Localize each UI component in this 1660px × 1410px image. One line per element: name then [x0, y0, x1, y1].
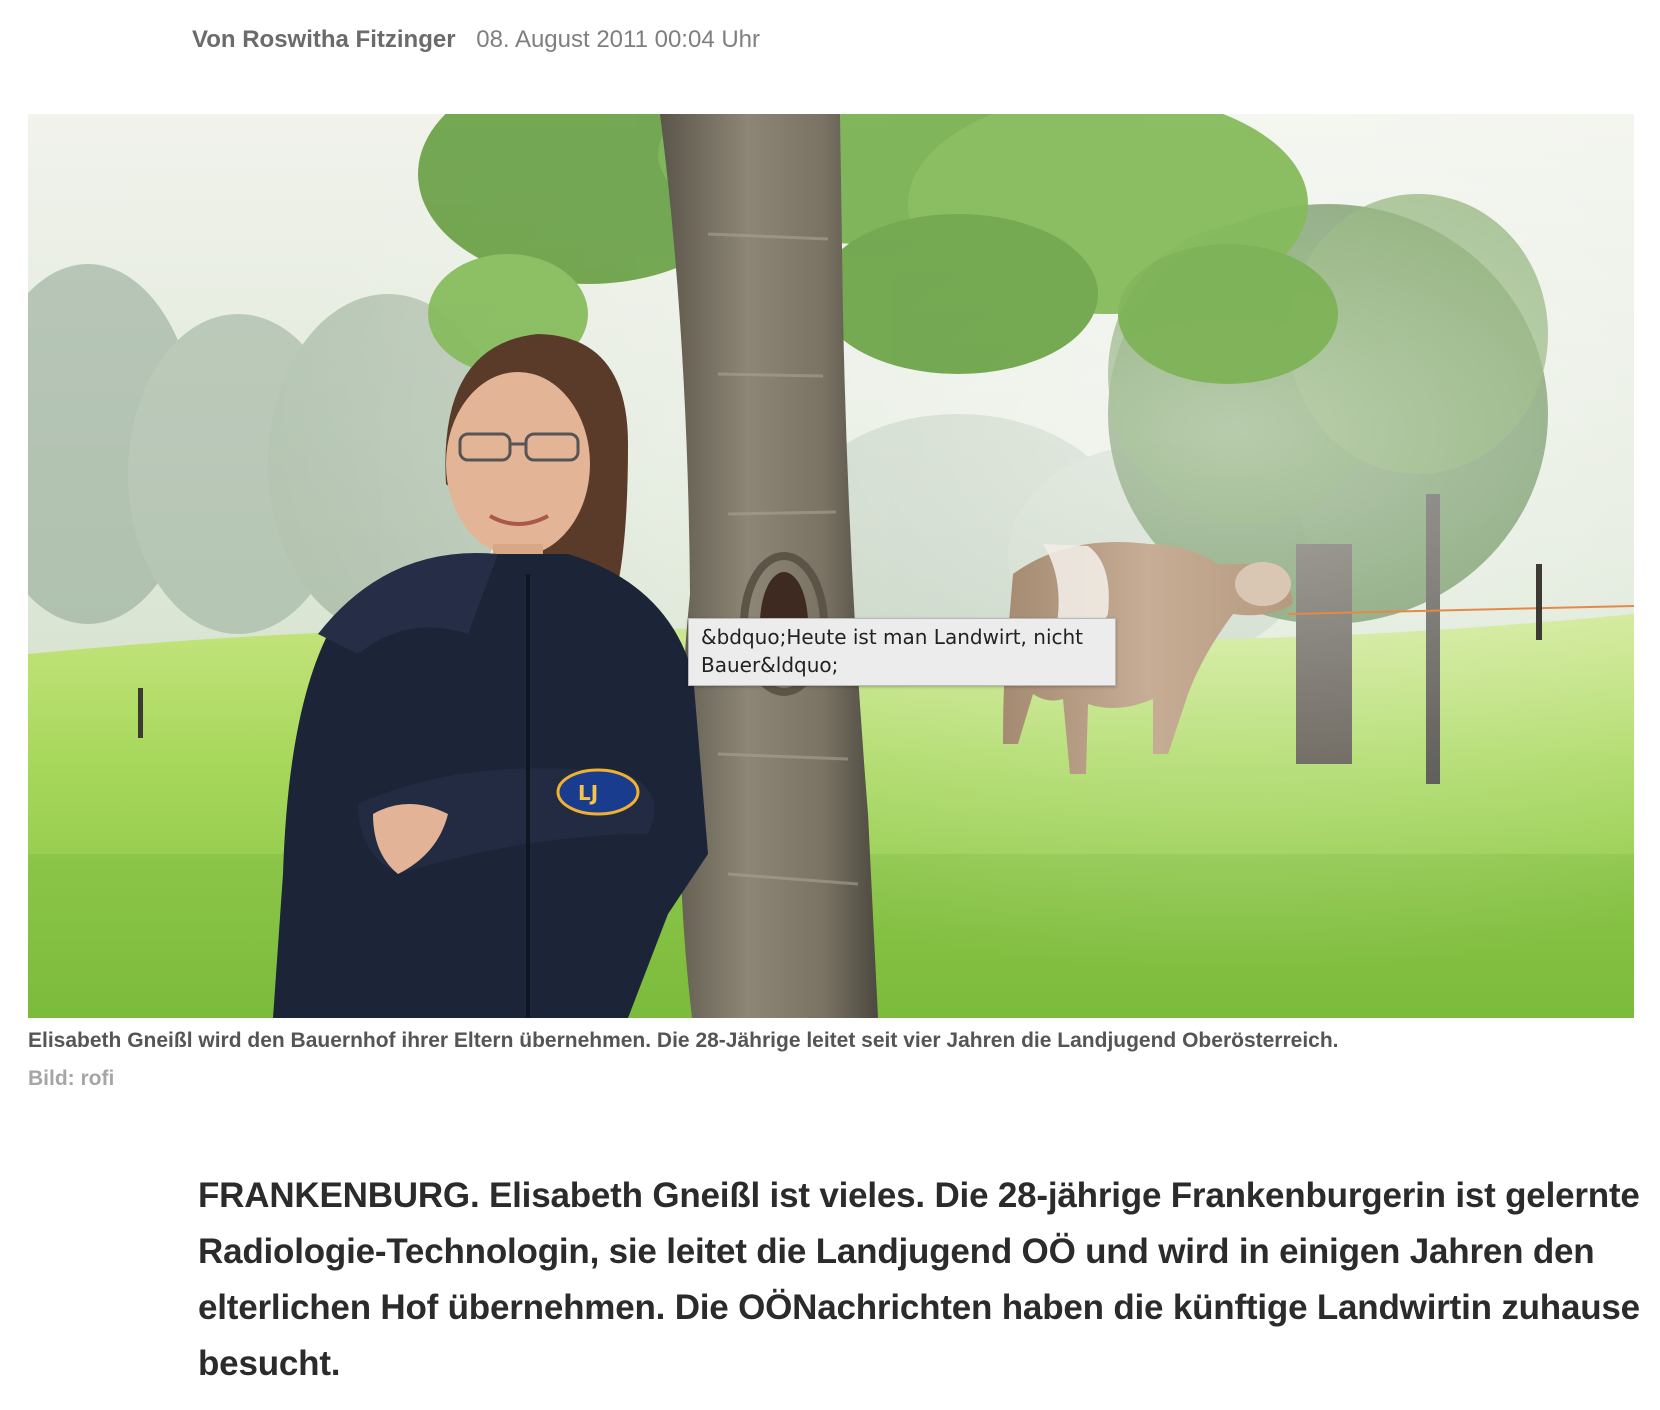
author-name[interactable]: Von Roswitha Fitzinger [192, 26, 456, 53]
byline [192, 22, 760, 58]
article-photo[interactable] [28, 114, 1634, 1018]
photo-credit: Bild: rofi [28, 1067, 115, 1090]
photo-illustration [28, 114, 1634, 1018]
photo-caption: Elisabeth Gneißl wird den Bauernhof ihrer Eltern übernehmen. Die 28-Jährige leitet seit vier Jahren die Landjugend Oberösterreich. [28, 1029, 1339, 1052]
article-lead: FRANKENBURG. Elisabeth Gneißl ist vieles. Die 28-jährige Frankenburgerin ist gelernte Radiologie-Technologin, sie leitet die Landjugend OÖ und wird in einigen Jahren den elterlichen Hof übernehmen. Die OÖNachrichten haben die künftige Landwirtin zuhause besucht. [198, 1176, 1640, 1383]
image-tooltip: &bdquo;Heute ist man Landwirt, nicht Bauer&ldquo; [688, 618, 1116, 686]
logo-text: LJ [578, 781, 599, 805]
publish-date: 08. August 2011 00:04 Uhr [476, 26, 761, 53]
